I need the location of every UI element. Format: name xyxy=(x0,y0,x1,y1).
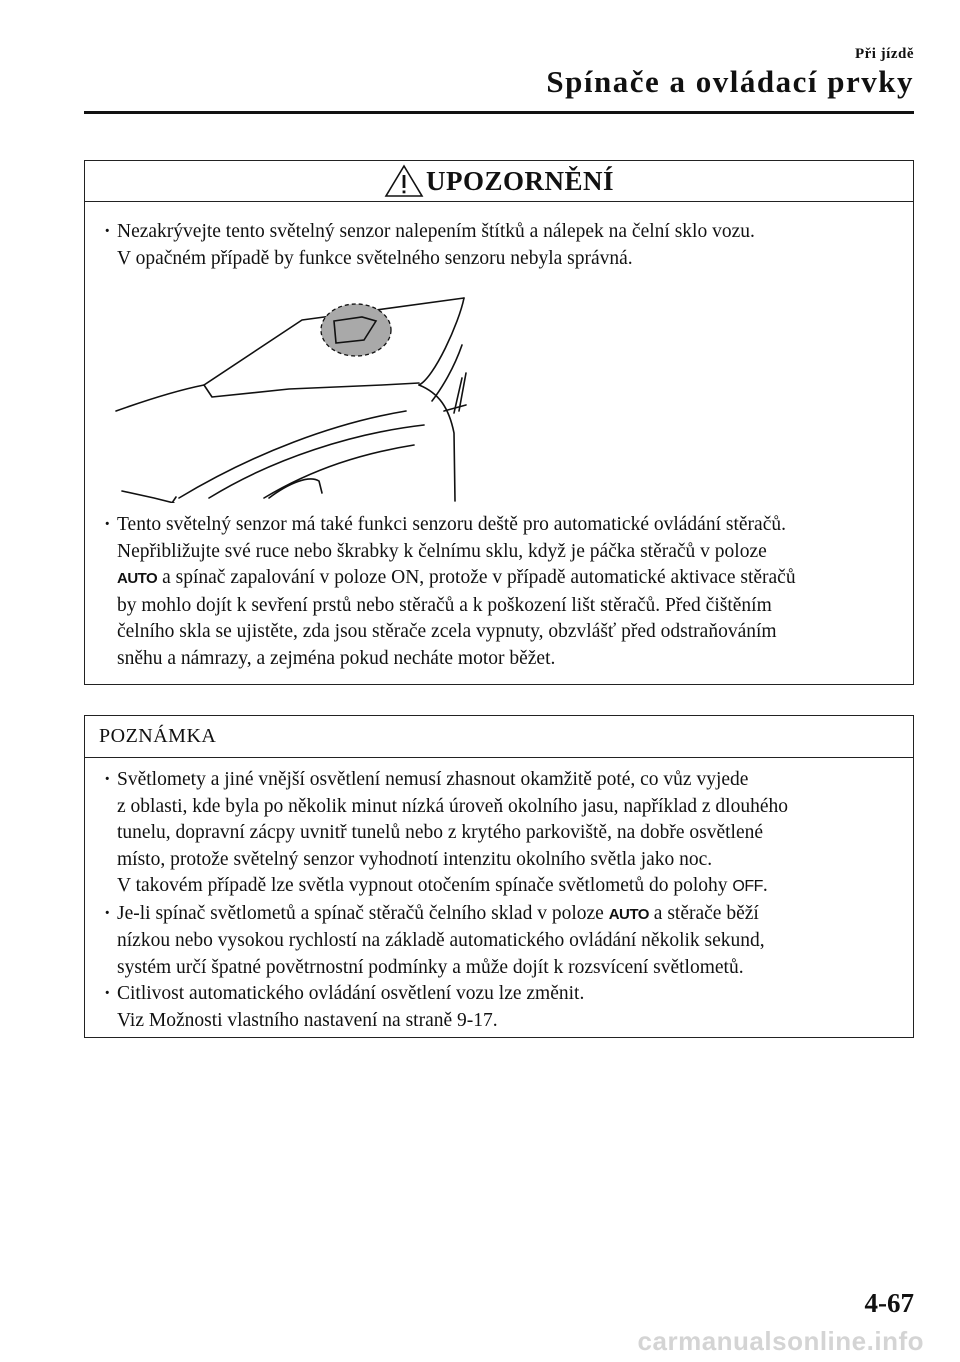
text-fragment: a spínač zapalování v poloze ON, protože v případě automatické aktivace stěračů xyxy=(157,567,796,588)
note-bullet-1 xyxy=(85,767,913,901)
text-line xyxy=(117,565,899,593)
note-bullet-2 xyxy=(85,901,913,982)
caution-title-bar xyxy=(85,161,913,202)
a-pillar xyxy=(419,298,464,385)
text-line xyxy=(117,901,899,929)
text-line: systém určí špatné povětrnostní podmínky a může dojít k rozsvícení světlometů. xyxy=(117,956,744,978)
note-bullet-3 xyxy=(85,981,913,1034)
text-line: čelního skla se ujistěte, zda jsou stěrače zcela vypnuty, obzvlášť před odstraňováním xyxy=(117,621,777,642)
text-line: místo, protože světelný senzor vyhodnotí intenzitu okolního světla jako noc. xyxy=(117,848,713,870)
text-line: V opačném případě by funkce světelného senzoru nebyla správná. xyxy=(117,247,633,269)
auto-position-label: AUTO xyxy=(117,570,158,587)
header-rule xyxy=(84,111,914,114)
section-label: Při jízdě xyxy=(854,46,914,62)
caution-bullet-1 xyxy=(85,219,913,272)
text-line: by mohlo dojít k sevření prstů nebo stěračů a k poškození lišt stěračů. Před čištěním xyxy=(117,594,772,616)
text-fragment: Je-li spínač světlometů a spínač stěračů čelního sklad v poloze xyxy=(117,902,609,924)
windshield-sensor-illustration xyxy=(114,293,474,503)
caution-bullet-2 xyxy=(85,512,913,672)
text-line: Nezakrývejte tento světelný senzor nalepením štítků a nálepek na čelní sklo vozu. xyxy=(117,221,755,242)
bullet-dot: · xyxy=(104,514,111,535)
text-line: z oblasti, kde byla po několik minut nízká úroveň okolního jasu, například z dlouhého xyxy=(117,795,788,817)
sensor-highlight xyxy=(321,304,391,356)
bullet-dot: · xyxy=(104,902,111,924)
text-line: Nepřibližujte své ruce nebo škrabky k čelnímu sklu, když je páčka stěračů v poloze xyxy=(117,540,767,562)
page-title: Spínače a ovládací prvky xyxy=(546,64,914,99)
note-box xyxy=(84,715,914,1038)
text-fragment: . xyxy=(762,875,768,896)
text-line xyxy=(117,873,899,901)
hood-line xyxy=(116,385,204,411)
bullet-dot: · xyxy=(104,983,111,1004)
off-position-label: OFF xyxy=(732,878,763,895)
text-line: tunelu, dopravní zácpy uvnitř tunelů nebo z krytého parkoviště, na dobře osvětlené xyxy=(117,822,764,843)
note-title: POZNÁMKA xyxy=(99,725,217,747)
warning-triangle-icon xyxy=(384,164,424,198)
text-fragment: V takovém případě lze světla vypnout otočením spínače světlometů do polohy xyxy=(117,875,733,896)
page-number: 4-67 xyxy=(864,1288,914,1318)
text-line: Viz Možnosti vlastního nastavení na straně 9-17. xyxy=(117,1009,498,1031)
bullet-dot: · xyxy=(104,221,111,242)
text-line: Tento světelný senzor má také funkci senzoru deště pro automatické ovládání stěračů. xyxy=(117,514,786,535)
bullet-dot: · xyxy=(104,769,111,790)
auto-position-label: AUTO xyxy=(608,905,649,923)
caution-title: UPOZORNĚNÍ xyxy=(425,165,614,196)
text-line: Citlivost automatického ovládání osvětlení vozu lze změnit. xyxy=(117,983,585,1004)
text-line: sněhu a námrazy, a zejména pokud necháte motor běžet. xyxy=(117,647,556,669)
note-title-bar xyxy=(85,716,913,758)
text-fragment: a stěrače běží xyxy=(648,902,759,924)
text-line: Světlomety a jiné vnější osvětlení nemusí zhasnout okamžitě poté, co vůz vyjede xyxy=(117,769,749,790)
text-line: nízkou nebo vysokou rychlostí na základě automatického ovládání několik sekund, xyxy=(117,930,765,951)
windshield-lower-edge xyxy=(204,383,419,397)
watermark: carmanualsonline.info xyxy=(637,1326,924,1356)
